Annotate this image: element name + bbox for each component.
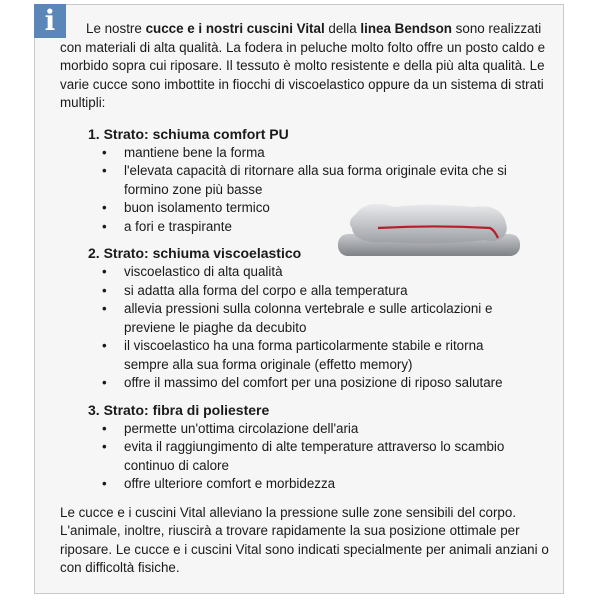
list-item: • a fori e traspirante (88, 218, 550, 237)
list-item: • evita il raggiungimento di alte temperature attraverso lo scambio continuo di calore (88, 438, 524, 475)
list-item: • allevia pressioni sulla colonna vertebrale e sulle articolazioni e previene le piaghe da decubito (88, 300, 524, 337)
list-item: • permette un'ottima circolazione dell'aria (88, 420, 550, 439)
intro-bold-2: linea Bendson (360, 21, 452, 36)
intro-text-2: della (324, 21, 361, 36)
list-item: • l'elevata capacità di ritornare alla sua forma originale evita che si formino zone più basse (88, 162, 514, 199)
list-item: • offre ulteriore comfort e morbidezza (88, 475, 550, 494)
pillow-illustration (334, 198, 524, 268)
section-2-heading: 2. Strato: schiuma viscoelastico (88, 245, 302, 261)
info-content (60, 20, 550, 578)
section-3-list (88, 420, 550, 494)
intro-bold-1: cucce e i nostri cuscini Vital (145, 21, 325, 36)
list-item: • offre il massimo del comfort per una posizione di riposo salutare (88, 374, 550, 393)
intro-text-1: Le nostre (86, 21, 146, 36)
list-item: • mantiene bene la forma (88, 144, 550, 163)
section-1-heading: 1. Strato: schiuma comfort PU (88, 125, 289, 142)
list-item: • buon isolamento termico (88, 199, 550, 218)
section-2-list (88, 263, 550, 393)
list-item: • si adatta alla forma del corpo e alla temperatura (88, 282, 550, 301)
intro-text-3: sono realizzati con materiali di alta qualità. La fodera in peluche molto folto offre un posto caldo e morbido sopra cui riposare. Il tessuto è molto resistente e della più alta qualità. Le varie cucce sono imbottite in fiocchi di viscoelastico oppure da un sistema di strati multipli: (60, 21, 546, 110)
list-item: • il viscoelastico ha una forma particolarmente stabile e ritorna sempre alla sua forma originale (effetto memory) (88, 337, 524, 374)
intro-paragraph (60, 20, 550, 113)
outro-paragraph: Le cucce e i cuscini Vital alleviano la pressione sulle zone sensibili del corpo. L'animale, inoltre, riuscirà a trovare rapidamente la sua posizione ottimale per riposare. Le cucce e i cuscini Vital sono indicati specialmente per animali anziani o con difficoltà fisiche. (60, 504, 549, 575)
section-3 (88, 401, 550, 494)
section-3-heading: 3. Strato: fibra di poliestere (88, 401, 270, 418)
list-item: • viscoelastico di alta qualità (88, 263, 550, 282)
info-icon: i (34, 4, 66, 38)
